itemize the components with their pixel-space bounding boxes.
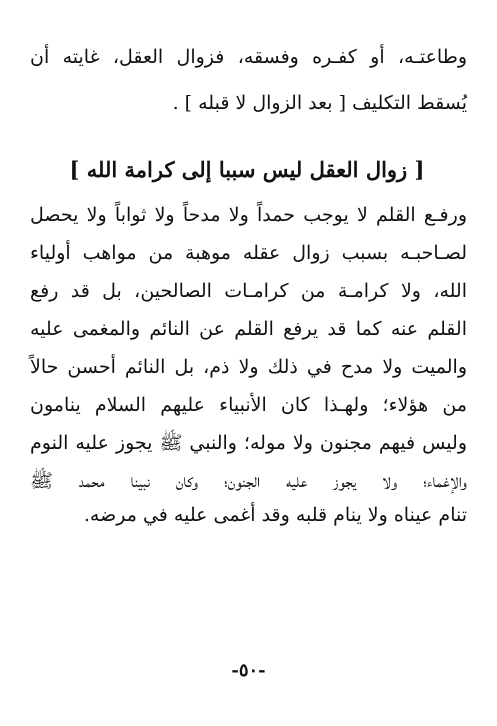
body-line-6: من هؤلاء؛ ولهـذا كان الأنبياء عليهم السلام ينامون [30,394,467,416]
body-line-1: ورفـع القلم لا يوجب حمداً ولا مدحاً ولا ثواباً ولا يحصل [30,204,467,226]
body-line-9: تنام عيناه ولا ينام قلبه وقد أغمى عليه في مرضه. [83,504,467,526]
intro-line-1: وطاعتـه، أو كفـره وفسقه، فزوال العقل، غايته أن [30,46,467,68]
body-line-3: الله، ولا كرامـة من كرامـات الصالحين، بل قد رفع [30,280,467,302]
body-line-8: والإغماء؛ ولا يجوز عليه الجنون؛ وكان نبينا محمد ﷺ [30,470,467,492]
body-line-7: وليس فيهم مجنون ولا موله؛ والنبي ﷺ يجوز عليه النوم [30,432,467,454]
section-heading: [ زوال العقل ليس سببا إلى كرامة الله ] [69,157,425,182]
page-number: -٥٠- [231,660,266,681]
body-line-4: القلم عنه كما قد يرفع القلم عن النائم والمغمى عليه [30,318,467,340]
intro-line-2: يُسقط التكليف [ بعد الزوال لا قبله ] . [172,92,467,114]
body-line-5: والميت ولا مدح في ذلك ولا ذم، بل النائم أحسن حالاً [30,356,467,378]
body-line-2: لصـاحبـه بسبب زوال عقله موهبة من مواهب أولياء [30,242,467,264]
